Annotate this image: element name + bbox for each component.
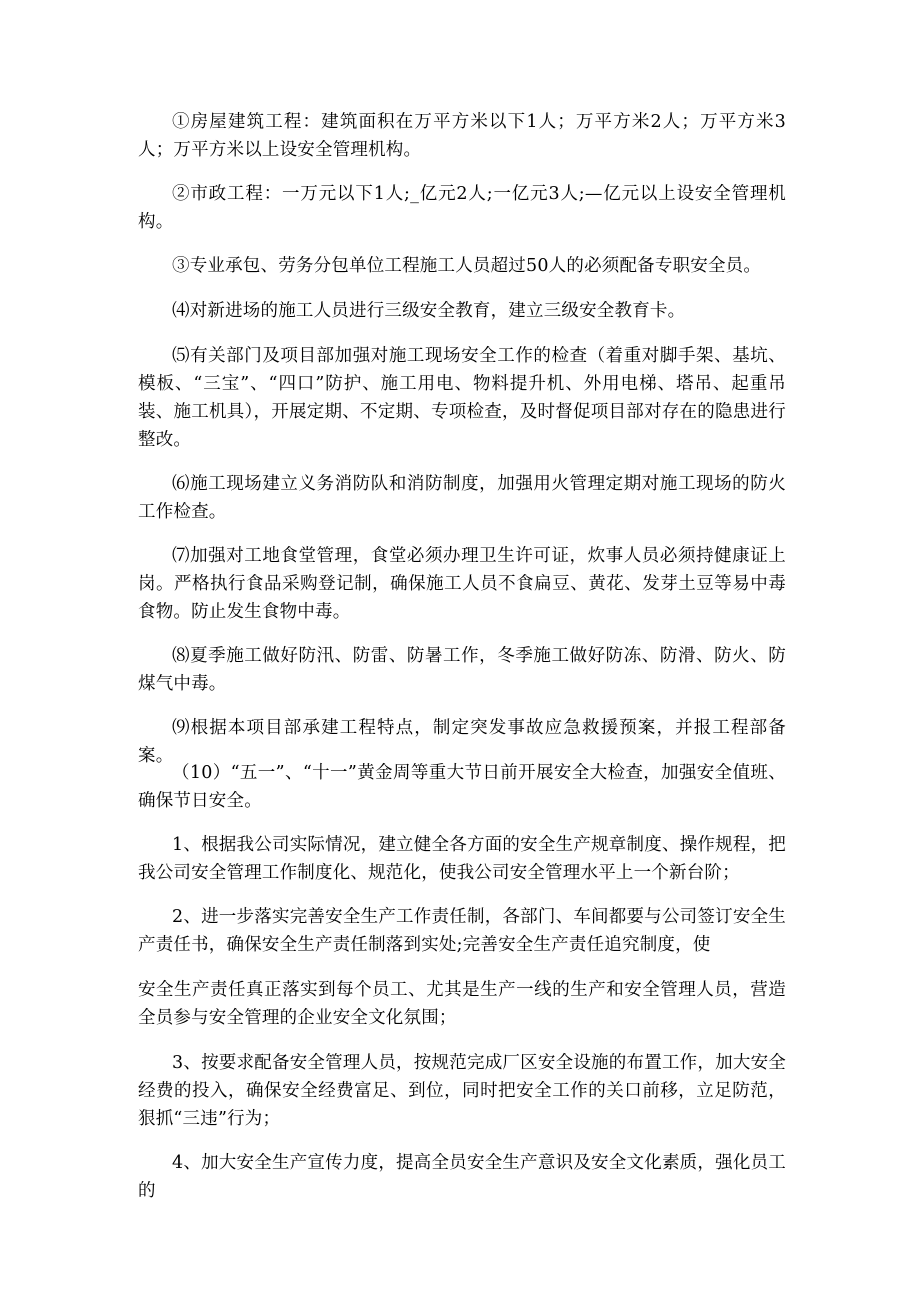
paragraph-9: ⑼根据本项目部承建工程特点，制定突发事故应急救援预案，并报工程部备案。 bbox=[138, 718, 786, 766]
paragraph-12: 2、进一步落实完善安全生产工作责任制，各部门、车间都要与公司签订安全生产责任书，确保安全生产责任制落到实处;完善安全生产责任追究制度，使 bbox=[138, 907, 786, 955]
paragraph-5: ⑸有关部门及项目部加强对施工现场安全工作的检查（着重对脚手架、基坑、模板、“三宝”、“四口”防护、施工用电、物料提升机、外用电梯、塔吊、起重吊装、施工机具），开展定期、不定期、专项检查，及时督促项目部对存在的隐患进行整改。 bbox=[138, 346, 786, 450]
paragraph-7: ⑺加强对工地食堂管理，食堂必须办理卫生许可证，炊事人员必须持健康证上岗。严格执行食品采购登记制，确保施工人员不食扁豆、黄花、发芽土豆等易中毒食物。防止发生食物中毒。 bbox=[138, 546, 786, 622]
paragraph-14: 3、按要求配备安全管理人员，按规范完成厂区安全设施的布置工作，加大安全经费的投入，确保安全经费富足、到位，同时把安全工作的关口前移，立足防范，狠抓“三违”行为； bbox=[138, 1053, 786, 1129]
paragraph-3: ③专业承包、劳务分包单位工程施工人员超过50人的必须配备专职安全员。 bbox=[172, 256, 762, 276]
paragraph-6: ⑹施工现场建立义务消防队和消防制度，加强用火管理定期对施工现场的防火工作检查。 bbox=[138, 474, 786, 522]
paragraph-13: 安全生产责任真正落实到每个员工、尤其是生产一线的生产和安全管理人员，营造全员参与安全管理的企业安全文化氛围； bbox=[138, 980, 786, 1028]
paragraph-11: 1、根据我公司实际情况，建立健全各方面的安全生产规章制度、操作规程，把我公司安全管理工作制度化、规范化，使我公司安全管理水平上一个新台阶； bbox=[138, 835, 786, 883]
paragraph-10: （10）“五一”、“十一”黄金周等重大节日前开展安全大检查，加强安全值班、确保节日安全。 bbox=[138, 763, 786, 811]
paragraph-15: 4、加大安全生产宣传力度，提高全员安全生产意识及安全文化素质，强化员工的 bbox=[138, 1153, 786, 1201]
paragraph-2: ②市政工程：一万元以下1人;_亿元2人;一亿元3人;—亿元以上设安全管理机构。 bbox=[138, 184, 786, 232]
paragraph-4: ⑷对新进场的施工人员进行三级安全教育，建立三级安全教育卡。 bbox=[172, 301, 686, 321]
paragraph-8: ⑻夏季施工做好防汛、防雷、防暑工作，冬季施工做好防冻、防滑、防火、防煤气中毒。 bbox=[138, 646, 786, 694]
paragraph-1: ①房屋建筑工程：建筑面积在万平方米以下1人；万平方米2人；万平方米3人；万平方米以上设安全管理机构。 bbox=[138, 112, 786, 160]
